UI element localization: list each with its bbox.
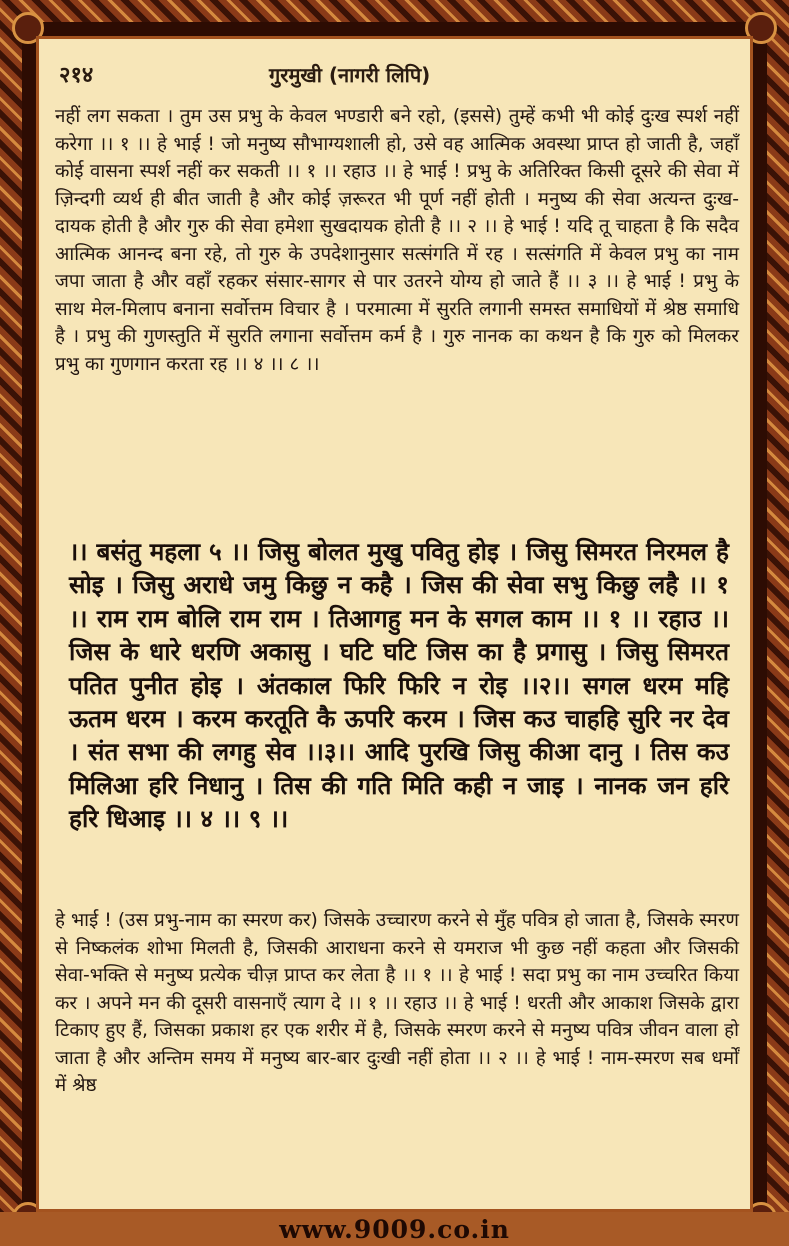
page-header: [59, 57, 729, 93]
page-title: गुरमुखी (नागरी लिपि): [269, 63, 431, 87]
gurbani-verse: ।। बसंतु महला ५ ।। जिसु बोलत मुखु पवितु होइ । जिसु सिमरत निरमल है सोइ । जिसु अराधे जमु किछु न कहै । जिस की सेवा सभु किछु लहै ।। १ ।। राम राम बोलि राम राम । तिआगहु मन के सगल काम ।। १ ।। रहाउ ।। जिस के धारे धरणि अकासु । घटि घटि जिस का है प्रगासु । जिसु सिमरत पतित पुनीत होइ । अंतकाल फिरि फिरि न रोइ ।।२।। सगल धरम महि ऊतम धरम । करम करतूति कै ऊपरि करम । जिस कउ चाहहि सुरि नर देव । संत सभा की लगहु सेव ।।३।। आदि पुरखि जिसु कीआ दानु । तिस कउ मिलिआ हरि निधानु । तिस की गति मिति कही न जाइ । नानक जन हरि हरि धिआइ ।। ४ ।। ९ ।।: [69, 537, 729, 834]
website-link[interactable]: www.9009.co.in: [279, 1215, 510, 1244]
book-page: [36, 36, 753, 1212]
page-number: २१४: [59, 63, 94, 88]
translation-paragraph-bottom: हे भाई ! (उस प्रभु-नाम का स्मरण कर) जिसके उच्चारण करने से मुँह पवित्र हो जाता है, जिसके स्मरण से निष्कलंक शोभा मिलती है, जिसकी आराधना करने से यमराज भी कुछ नहीं कहता और जिसकी सेवा-भक्ति से मनुष्य प्रत्येक चीज़ प्राप्त कर लेता है ।। १ ।। हे भाई ! सदा प्रभु का नाम उच्चरित किया कर । अपने मन की दूसरी वासनाएँ त्याग दे ।। १ ।। रहाउ ।। हे भाई ! धरती और आकाश जिसके द्वारा टिकाए हुए हैं, जिसका प्रकाश हर एक शरीर में है, जिसके स्मरण करने से मनुष्य पवित्र जीवन वाला हो जाता है और अन्तिम समय में मनुष्य बार-बार दुःखी नहीं होता ।। २ ।। हे भाई ! नाम-स्मरण सब धर्मों में श्रेष्ठ: [55, 910, 739, 1096]
translation-paragraph-top: नहीं लग सकता । तुम उस प्रभु के केवल भण्डारी बने रहो, (इससे) तुम्हें कभी भी कोई दुःख स्पर्श नहीं करेगा ।। १ ।। हे भाई ! जो मनुष्य सौभाग्यशाली हो, उसे वह आत्मिक अवस्था प्राप्त हो जाती है, जहाँ कोई वासना स्पर्श नहीं कर सकती ।। १ ।। रहाउ ।। हे भाई ! प्रभु के अतिरिक्त किसी दूसरे की सेवा में ज़िन्दगी व्यर्थ ही बीत जाती है और कोई ज़रूरत भी पूर्ण नहीं होती । मनुष्य की सेवा अत्यन्त दुःख-दायक होती है और गुरु की सेवा हमेशा सुखदायक होती है ।। २ ।। हे भाई ! यदि तू चाहता है कि सदैव आत्मिक आनन्द बना रहे, तो गुरु के उपदेशानुसार सत्संगति में रह । सत्संगति में केवल प्रभु का नाम जपा जाता है और वहाँ रहकर संसार-सागर से पार उतरने योग्य हो जाते हैं ।। ३ ।। हे भाई ! प्रभु के साथ मेल-मिलाप बनाना सर्वोत्तम विचार है । परमात्मा में सुरति लगानी समस्त समाधियों में श्रेष्ठ समाधि है । प्रभु की गुणस्तुति में सुरति लगाना सर्वोत्तम कर्म है । गुरु नानक का कथन है कि गुरु को मिलकर प्रभु का गुणगान करता रह ।। ४ ।। ८ ।।: [55, 106, 739, 375]
